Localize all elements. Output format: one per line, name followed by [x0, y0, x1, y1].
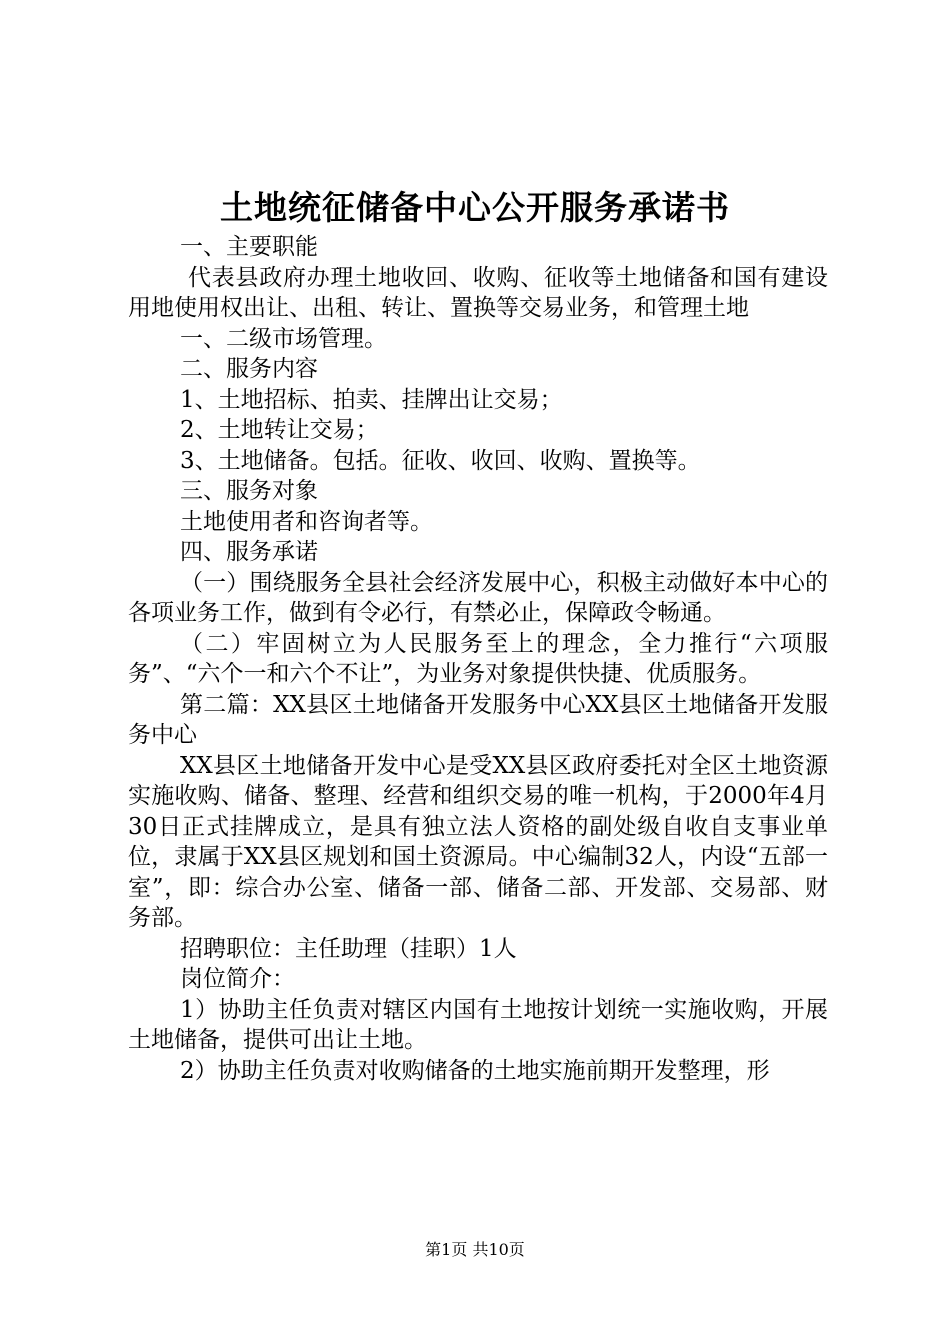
list-item-service-2: 2、土地转让交易； [180, 417, 379, 443]
paragraph-job-position: 招聘职位：主任助理（挂职）1人 [180, 935, 517, 962]
list-item-service-1: 1、土地招标、拍卖、挂牌出让交易； [180, 386, 563, 413]
list-item-service-3: 3、土地储备。包括。征收、收回、收购、置换等。 [180, 447, 701, 474]
document-title: 土地统征储备中心公开服务承诺书 [220, 188, 730, 227]
paragraph-market-management: 一、二级市场管理。 [180, 325, 387, 352]
section-heading-services: 二、服务内容 [180, 356, 318, 382]
list-item-duty-2: 2）协助主任负责对收购储备的土地实施前期开发整理，形 [180, 1057, 770, 1084]
paragraph-center-intro: XX县区土地储备开发中心是受XX县区政府委托对全区土地资源实施收购、储备、整理、经营和组织交易的唯一机构，于2000年4月30日正式挂牌成立，是具有独立法人资格的副处级自收自支事业单位，隶属于XX县区规划和国土资源局。中心编制32人，内设“五部一室”，即：综合办公室、储备一部、储备二部、开发部、交易部、财务部。 [128, 752, 828, 931]
paragraph-commitment-2: （二）牢固树立为人民服务至上的理念，全力推行“六项服务”、“六个一和六个不让”，为业务对象提供快捷、优质服务。 [128, 630, 828, 687]
page-number: 第1页 共10页 [425, 1240, 525, 1259]
document-body [128, 232, 828, 1086]
paragraph-commitment-1: （一）围绕服务全县社会经济发展中心，积极主动做好本中心的各项业务工作，做到有令必行，有禁必止，保障政令畅通。 [128, 569, 828, 626]
paragraph-functions: 代表县政府办理土地收回、收购、征收等土地储备和国有建设用地使用权出让、出租、转让、置换等交易业务，和管理土地 [128, 264, 828, 321]
section-heading-audience: 三、服务对象 [180, 478, 318, 504]
section-heading-part-two: 第二篇：XX县区土地储备开发服务中心XX县区土地储备开发服务中心 [128, 691, 828, 748]
section-heading-commitment: 四、服务承诺 [180, 539, 318, 565]
paragraph-audience: 土地使用者和咨询者等。 [180, 508, 433, 535]
paragraph-job-intro-heading: 岗位简介： [180, 966, 295, 992]
section-heading-functions: 一、主要职能 [180, 234, 318, 260]
list-item-duty-1: 1）协助主任负责对辖区内国有土地按计划统一实施收购，开展土地储备，提供可出让土地。 [128, 996, 828, 1053]
